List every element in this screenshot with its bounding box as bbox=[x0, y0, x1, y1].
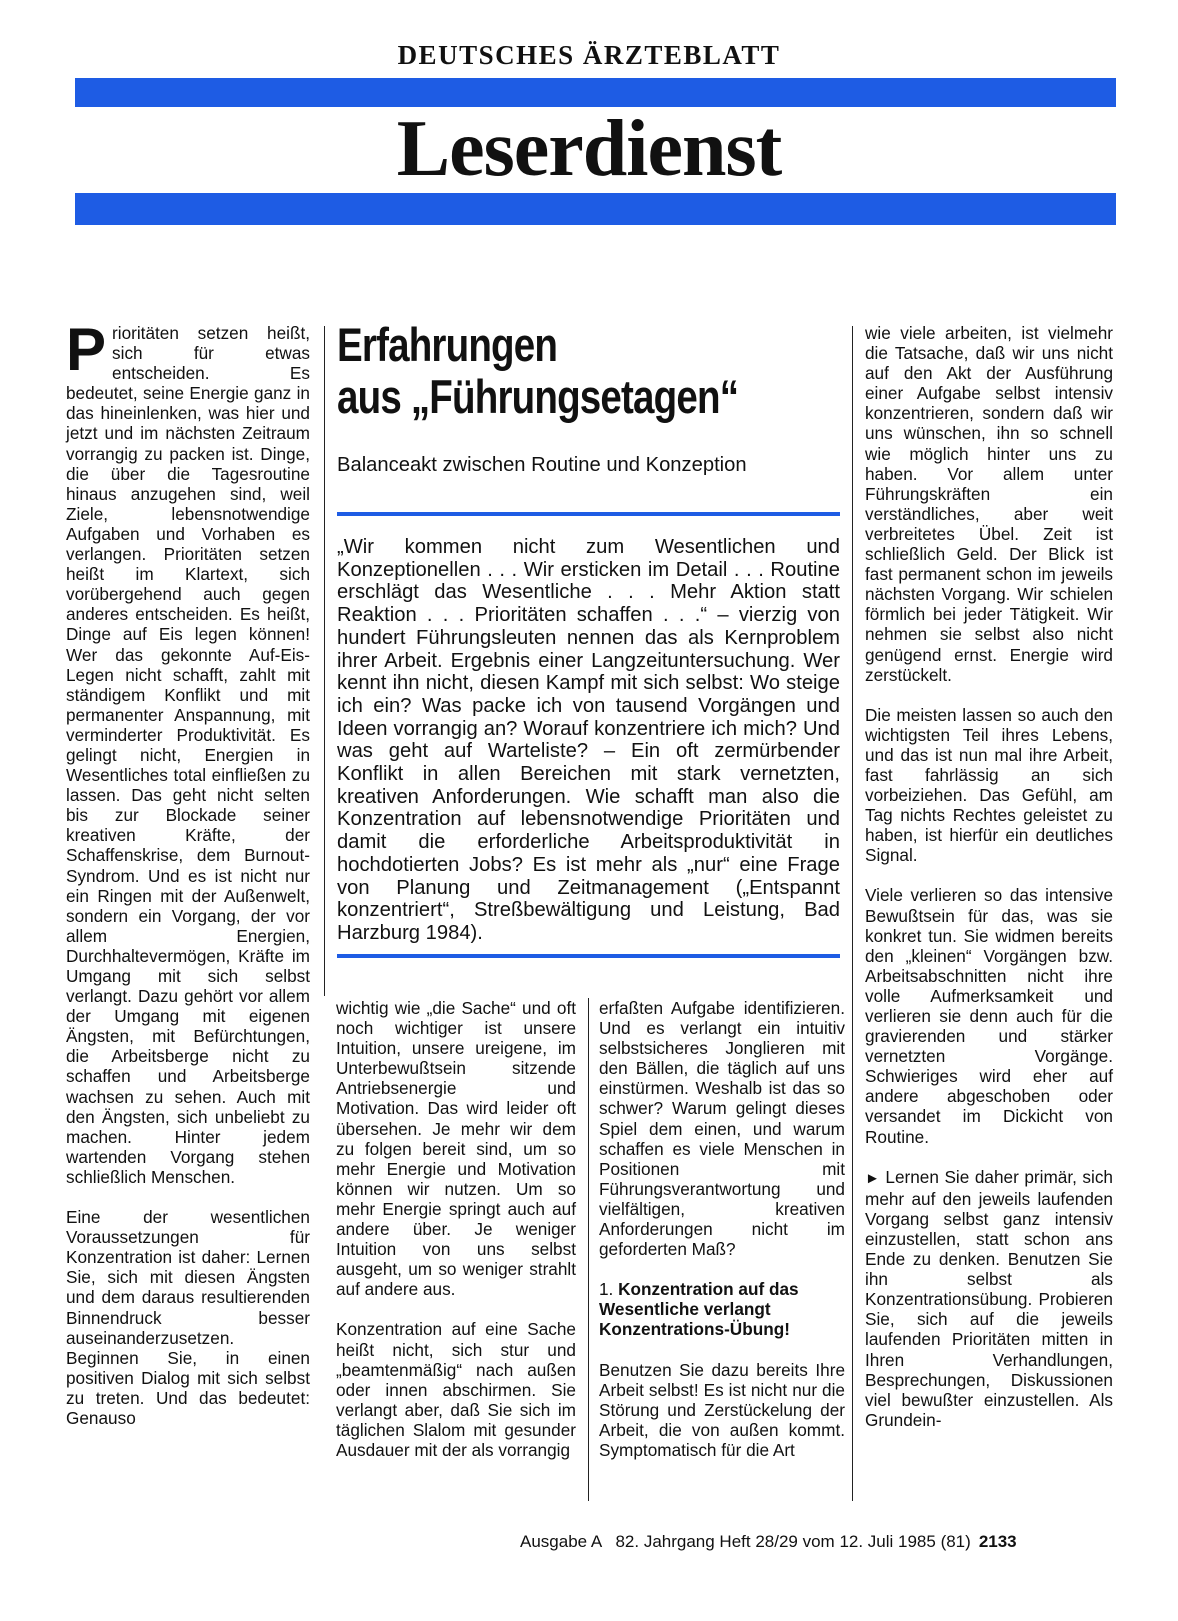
column-rule bbox=[588, 998, 589, 1501]
headline-line: Erfahrungen bbox=[337, 318, 558, 371]
header-band-top bbox=[75, 78, 1116, 107]
headline-line: aus „Führungsetagen“ bbox=[337, 370, 739, 423]
article-headline bbox=[337, 319, 747, 423]
drop-cap: P bbox=[66, 316, 107, 383]
page-number: 2133 bbox=[978, 1532, 1017, 1551]
paragraph bbox=[865, 1167, 1113, 1430]
column-rule bbox=[852, 326, 853, 1501]
paragraph bbox=[66, 316, 310, 1187]
article-subtitle: Balanceakt zwischen Routine und Konzeption bbox=[337, 454, 747, 476]
page-footer bbox=[520, 1532, 1110, 1552]
header-band-bottom bbox=[75, 193, 1116, 225]
paragraph: Die meisten lassen so auch den wichtigsten Teil ihres Lebens, und das ist nun mal ihre Arbeit, fast fahrlässig an sich vorbeiziehen. Das Gefühl, am Tag nichts Rechtes geleistet zu haben, ist hierfür ein deutliches Signal. bbox=[865, 704, 1113, 866]
paragraph: wie viele arbeiten, ist vielmehr die Tatsache, daß wir uns nicht auf den Akt der Ausführung einer Aufgabe selbst intensiv konzentrieren, sondern daß wir uns wünschen, ihn so schnell wie möglich hinter uns zu haben. Vor allem unter Führungskräften ein verständliches, aber weit verbreitetes Übel. Zeit ist schließlich Geld. Der Blick ist fast permanent schon im jeweils nächsten Vorgang. Wir schielen förmlich bei jeder Tätigkeit. Wir nehmen sie selbst also nicht genügend ernst. Energie wird zerstückelt. bbox=[865, 323, 1113, 685]
paragraph: Eine der wesentlichen Voraussetzungen für Konzentration ist daher: Lernen Sie, sich mit diesen Ängsten und dem daraus resultierenden Binnendruck besser auseinanderzusetzen. Beginnen Sie, in einen positiven Dialog mit sich selbst zu treten. Und das bedeutet: Genauso bbox=[66, 1207, 310, 1428]
article-lead: „Wir kommen nicht zum Wesentlichen und Konzeptionellen . . . Wir ersticken im Detail . . . Routine erschlägt das Wesentliche . . . Mehr Aktion statt Reaktion . . . Prioritäten schaffen . . .“ – vierzig von hundert Führungsleuten nennen das als Kernproblem ihrer Arbeit. Ergebnis einer Langzeituntersuchung. Wer kennt ihn nicht, diesen Kampf mit sich selbst: Wo steige ich ein? Was packe ich von tausend Vorgängen und Ideen vorrangig an? Worauf konzentriere ich mich? Und was geht auf Warteliste? – Ein oft zermürbender Konflikt in allen Bereichen mit stark vernetzten, kreativen Anforderungen. Wie schafft man also die Konzentration auf lebensnotwendige Prioritäten und damit die erforderliche Arbeitsproduktivität in hochdotierten Jobs? Es ist mehr als „nur“ eine Frage von Planung und Zeitmanagement („Entspannt konzentriert“, Streßbewältigung und Leistung, Bad Harzburg 1984). bbox=[337, 536, 840, 944]
blue-divider bbox=[337, 954, 840, 958]
paragraph: Viele verlieren so das intensive Bewußtsein für das, was sie konkret tun. Sie widmen bereits den „kleinen“ Vorgängen bzw. Arbeitsabschnitten nicht ihre volle Aufmerksamkeit und verlieren sie denn auch für die gravierenden und stärker vernetzten Vorgänge. Schwieriges wird eher auf andere abgeschoben oder versandet im Dickicht von Routine. bbox=[865, 885, 1113, 1147]
column-right bbox=[865, 323, 1113, 1430]
column-middle-b bbox=[599, 998, 845, 1460]
paragraph-text: Lernen Sie daher primär, sich mehr auf den jeweils laufenden Vorgang selbst ganz intensiv einzustellen, statt schon ans Ende zu denken. Benutzen Sie ihn selbst als Konzentrationsübung. Probieren Sie, sich auf die jeweils laufenden Prioritäten mitten in Ihren Verhandlungen, Besprechungen, Diskussionen viel bewußter einzustellen. Als Grundein- bbox=[865, 1166, 1113, 1430]
subheading-number: 1. bbox=[599, 1279, 614, 1300]
paragraph-text: rioritäten setzen heißt, sich für etwas entscheiden. Es bedeutet, seine Energie ganz in das hineinlenken, was hier und jetzt und im nächsten Zeitraum vorrangig zu packen ist. Dinge, die über die Tagesroutine hinaus anzugehen sind, weil Ziele, lebensnotwendige Aufgaben und Vorhaben es verlangen. Prioritäten setzen heißt im Klartext, sich vorübergehend auch gegen anderes entscheiden. Es heißt, Dinge auf Eis legen können! Wer das gekonnte Auf-Eis-Legen nicht schafft, zahlt mit ständigem Konflikt und mit permanenter Anspannung, mit verminderter Produktivität. Es gelingt nicht, Energien in Wesentliches total einfließen zu lassen. Das geht nicht selten bis zur Blockade seiner kreativen Kräfte, der Schaffenskrise, dem Burnout-Syndrom. Und es ist nicht nur ein Ringen mit der Außenwelt, sondern ein Vorgang, der vor allem Energien, Durchhaltevermögen, Kräfte im Umgang mit sich selbst verlangt. Dazu gehört vor allem der Umgang mit eigenen Ängsten, mit Befürchtungen, die Arbeitsberge nicht zu schaffen und Arbeitsberge wachsen zu sehen. Auch mit den Ängsten, sich unbeliebt zu machen. Hinter jedem wartenden Vorgang stehen schließlich Menschen. bbox=[66, 323, 310, 1187]
subheading-text: Konzentration auf das Wesentliche verlangt Konzentrations-Übung! bbox=[599, 1279, 799, 1340]
paragraph: Benutzen Sie dazu bereits Ihre Arbeit selbst! Es ist nicht nur die Störung und Zerstückelung der Arbeit, die von außen kommt. Symptomatisch für die Art bbox=[599, 1359, 845, 1460]
column-middle-a bbox=[336, 998, 576, 1460]
paragraph: wichtig wie „die Sache“ und oft noch wichtiger ist unsere Intuition, unsere ureigene, im Unterbewußtsein sitzende Antriebsenergie und Motivation. Das wird leider oft übersehen. Je mehr wir dem zu folgen bereit sind, um so mehr Energie und Motivation können wir nutzen. Um so mehr Energie springt auch auf andere über. Je weniger Intuition von uns selbst ausgeht, um so weniger strahlt auf andere aus. bbox=[336, 998, 576, 1300]
column-left bbox=[66, 316, 310, 1428]
arrow-icon: ► bbox=[865, 1169, 880, 1187]
issue-info: Ausgabe A 82. Jahrgang Heft 28/29 vom 12. Juli 1985 (81) bbox=[520, 1532, 971, 1551]
paragraph: erfaßten Aufgabe identifizieren. Und es verlangt ein intuitiv selbstsicheres Jonglieren mit den Bällen, die täglich auf uns einstürmen. Weshalb ist das so schwer? Warum gelingt dieses Spiel dem einen, und warum schaffen es viele Menschen in Positionen mit Führungsverantwortung und vielfältigen, kreativen Anforderungen nicht im geforderten Maß? bbox=[599, 998, 845, 1260]
journal-name: DEUTSCHES ÄRZTEBLATT bbox=[397, 40, 781, 70]
section-title: Leserdienst bbox=[396, 105, 782, 193]
blue-divider bbox=[337, 512, 840, 516]
paragraph: Konzentration auf eine Sache heißt nicht, sich stur und „beamtenmäßig“ nach außen oder innen abschirmen. Sie verlangt aber, daß Sie sich im täglichen Slalom mit gesunder Ausdauer mit der als vorrangig bbox=[336, 1319, 576, 1460]
subheading bbox=[599, 1279, 845, 1339]
column-rule bbox=[324, 326, 325, 996]
